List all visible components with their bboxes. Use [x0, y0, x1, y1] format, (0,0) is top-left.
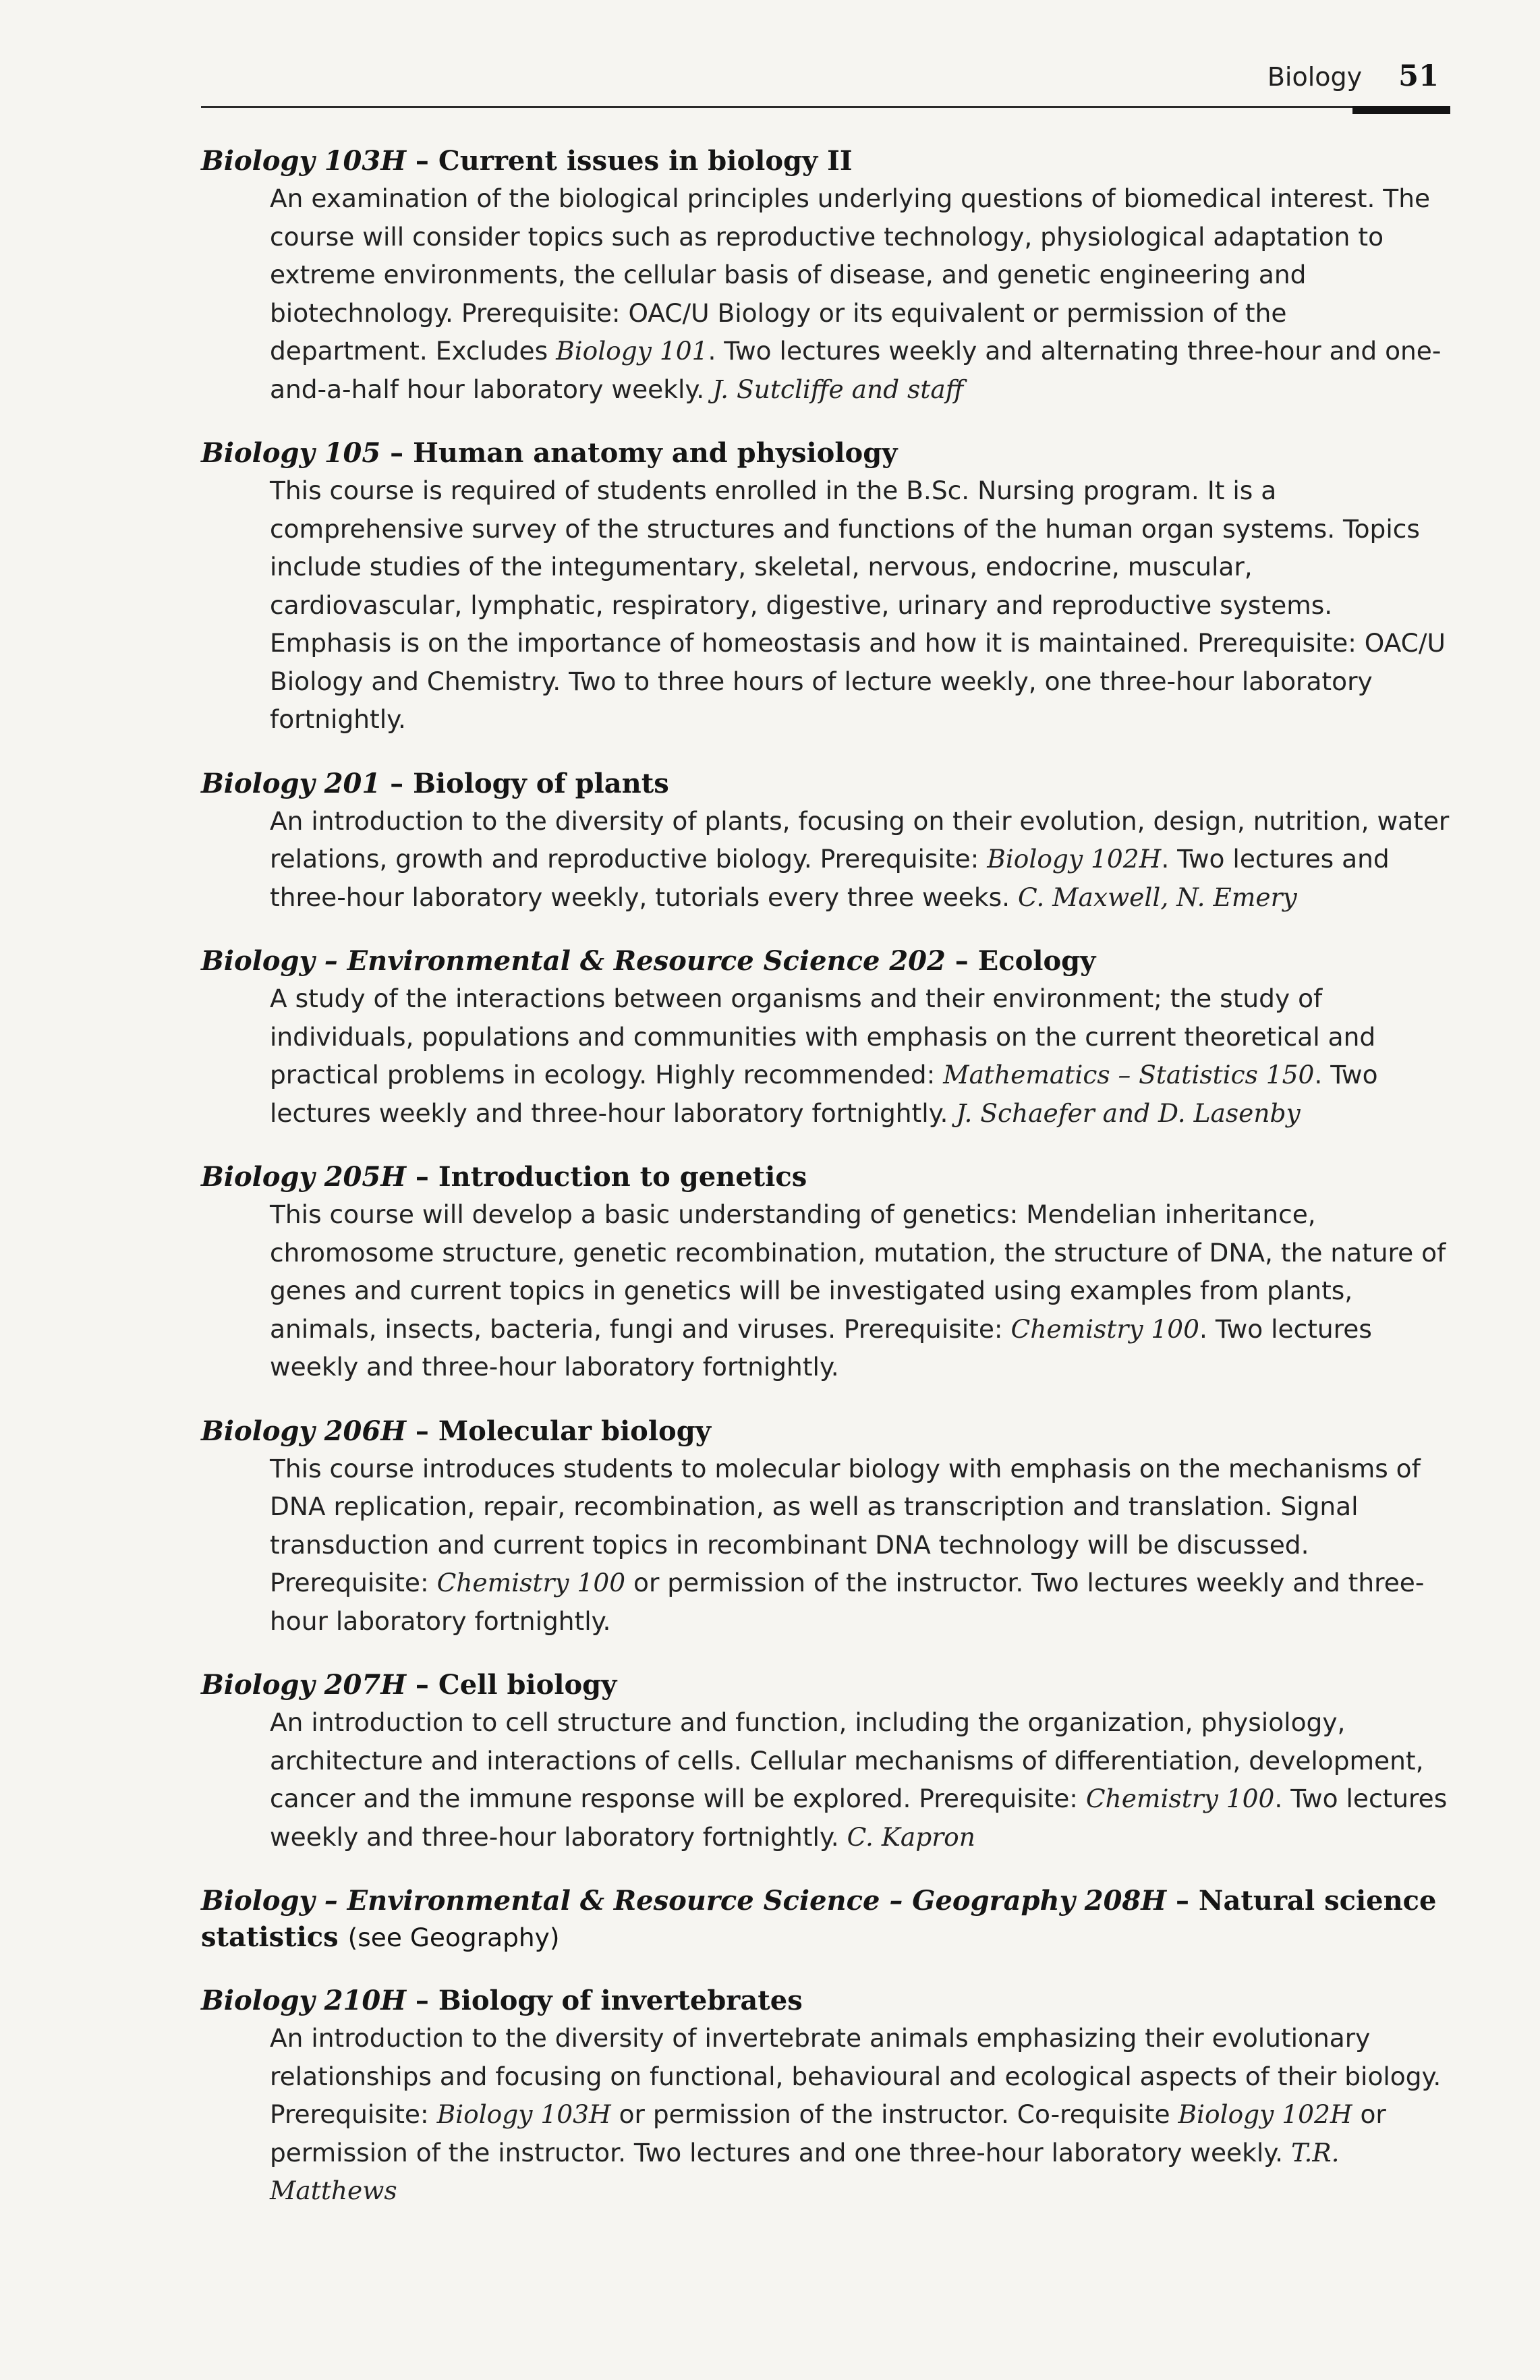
course-reference: Biology 102H: [987, 844, 1162, 874]
course-reference: Biology 101: [556, 336, 708, 366]
course-title: Introduction to genetics: [438, 1161, 807, 1193]
description-text: This course is required of students enrolled in the B.Sc. Nursing program. It is a comprehensive survey of the structures and functions of the human organ systems. Topics include studies of the integumentary, skeletal, nervous, endocrine, muscular, cardiovascular, lymphatic, respiratory, digestive, urinary and reproductive systems. Emphasis is on the importance of homeostasis and how it is maintained. Prerequisite: OAC/U Biology and Chemistry. Two to three hours of lecture weekly, one three-hour laboratory fortnightly.: [270, 476, 1446, 734]
course-title: Human anatomy and physiology: [413, 437, 898, 469]
course-instructors: C. Kapron: [847, 1821, 975, 1852]
running-head: [1267, 59, 1439, 93]
course-title: Current issues in biology II: [438, 145, 853, 177]
description-text: An introduction to the diversity of plants, focusing on their evolution, design, nutrition, water relations, growth and reproductive biology. Prerequisite:: [270, 805, 1450, 874]
course-heading: Biology 210H – Biology of invertebrates: [201, 1985, 803, 2016]
course-description: [270, 179, 1450, 408]
course-description: [270, 980, 1450, 1132]
description-text: . Two lectures and three-hour laboratory weekly, tutorials every three weeks.: [270, 844, 1390, 912]
description-text: A study of the interactions between organisms and their environment; the study of individuals, populations and communities with emphasis on the current theoretical and practical problems in ecology. Highly recommended:: [270, 984, 1376, 1089]
header-rule-tab: [1352, 106, 1450, 114]
course-description: [270, 1703, 1450, 1856]
course-description: [270, 1195, 1450, 1386]
course-heading: Biology 205H – Introduction to genetics: [201, 1161, 807, 1193]
course-code: Biology 205H: [201, 1161, 406, 1193]
course-heading: Biology 207H – Cell biology: [201, 1669, 617, 1701]
course-list: [201, 143, 1450, 2237]
course-description: [270, 2019, 1450, 2210]
course-heading: Biology – Environmental & Resource Science 202 – Ecology: [201, 945, 1096, 977]
description-text: An examination of the biological principles underlying questions of biomedical interest. The course will consider topics such as reproductive technology, physiological adaptation to extreme environments, the cellular basis of disease, and genetic engineering and biotechnology. Prerequisite: OAC/U Biology or its equivalent or permission of the department. Excludes: [270, 183, 1431, 366]
course-reference: Chemistry 100: [1010, 1313, 1200, 1344]
course-title: Molecular biology: [438, 1415, 711, 1447]
course-heading: Biology 206H – Molecular biology: [201, 1415, 711, 1447]
course-heading: Biology 105 – Human anatomy and physiology: [201, 437, 898, 469]
course-code: Biology 201: [201, 767, 381, 799]
course-entry: [201, 435, 1450, 739]
course-entry: [201, 766, 1450, 917]
cross-reference: (see Geography): [347, 1923, 560, 1952]
course-entry: [201, 1159, 1450, 1386]
course-code: Biology 210H: [201, 1985, 406, 2016]
course-code: Biology 207H: [201, 1669, 406, 1701]
description-text: . Two lectures weekly and three-hour laboratory fortnightly.: [270, 1784, 1448, 1852]
course-entry: [201, 1983, 1450, 2210]
course-entry: [201, 143, 1450, 408]
course-description: [270, 472, 1450, 739]
description-text: . Two lectures weekly and three-hour laboratory fortnightly.: [270, 1060, 1378, 1128]
course-description: [270, 802, 1450, 917]
course-title: Ecology: [977, 945, 1096, 977]
course-instructors: J. Schaefer and D. Lasenby: [956, 1098, 1301, 1128]
description-text: An introduction to cell structure and function, including the organization, physiology, architecture and interactions of cells. Cellular mechanisms of differentiation, development, cancer and the immune response will be explored. Prerequisite:: [270, 1707, 1424, 1813]
course-instructors: C. Maxwell, N. Emery: [1017, 882, 1297, 912]
course-heading: Biology 103H – Current issues in biology II: [201, 145, 853, 177]
running-section-title: Biology: [1267, 62, 1363, 92]
course-reference: Biology 102H: [1178, 2099, 1352, 2129]
course-reference: Chemistry 100: [1085, 1784, 1275, 1813]
course-code: Biology – Environmental & Resource Science 202: [201, 945, 946, 977]
description-text: . Two lectures weekly and three-hour laboratory fortnightly.: [270, 1313, 1372, 1382]
description-text: or permission of the instructor. Co-requisite: [610, 2099, 1170, 2129]
course-heading: Biology – Environmental & Resource Science – Geography 208H – Natural science statistics (see Geography): [201, 1885, 1437, 1953]
description-text: This course will develop a basic understanding of genetics: Mendelian inheritance, chromosome structure, genetic recombination, mutation, the structure of DNA, the nature of genes and current topics in genetics will be investigated using examples from plants, animals, insects, bacteria, fungi and viruses. Prerequisite:: [270, 1199, 1446, 1344]
course-title: Cell biology: [438, 1669, 617, 1701]
course-instructors: J. Sutcliffe and staff: [712, 374, 964, 404]
course-entry: [201, 1883, 1450, 1956]
course-reference: Biology 103H: [436, 2099, 611, 2129]
course-title: Biology of invertebrates: [438, 1985, 803, 2016]
description-text: or permission of the instructor. Two lectures weekly and three-hour laboratory fortnightly.: [270, 1568, 1425, 1636]
course-code: Biology 103H: [201, 145, 406, 177]
page-number: 51: [1398, 59, 1439, 93]
course-description: [270, 1450, 1450, 1641]
course-reference: Chemistry 100: [436, 1568, 626, 1597]
course-code: Biology 105: [201, 437, 381, 469]
description-text: An introduction to the diversity of invertebrate animals emphasizing their evolutionary relationships and focusing on functional, behavioural and ecological aspects of their biology. Prerequisite:: [270, 2023, 1442, 2129]
description-text: or permission of the instructor. Two lectures and one three-hour laboratory weekly.: [270, 2099, 1386, 2168]
course-instructors: T.R. Matthews: [270, 2137, 1340, 2205]
course-entry: [201, 1413, 1450, 1641]
course-code: Biology 206H: [201, 1415, 406, 1447]
course-heading: Biology 201 – Biology of plants: [201, 767, 669, 799]
description-text: This course introduces students to molecular biology with emphasis on the mechanisms of DNA replication, repair, recombination, as well as transcription and translation. Signal transduction and current topics in recombinant DNA technology will be discussed. Prerequisite:: [270, 1453, 1421, 1597]
course-title: Biology of plants: [413, 767, 669, 799]
course-entry: [201, 943, 1450, 1132]
description-text: . Two lectures weekly and alternating three-hour and one-and-a-half hour laboratory weekly.: [270, 336, 1442, 404]
header-rule: [201, 106, 1368, 108]
course-entry: [201, 1667, 1450, 1856]
course-title: Natural science statistics: [201, 1885, 1437, 1953]
course-reference: Mathematics – Statistics 150: [943, 1060, 1315, 1089]
course-code: Biology – Environmental & Resource Science – Geography 208H: [201, 1885, 1167, 1917]
